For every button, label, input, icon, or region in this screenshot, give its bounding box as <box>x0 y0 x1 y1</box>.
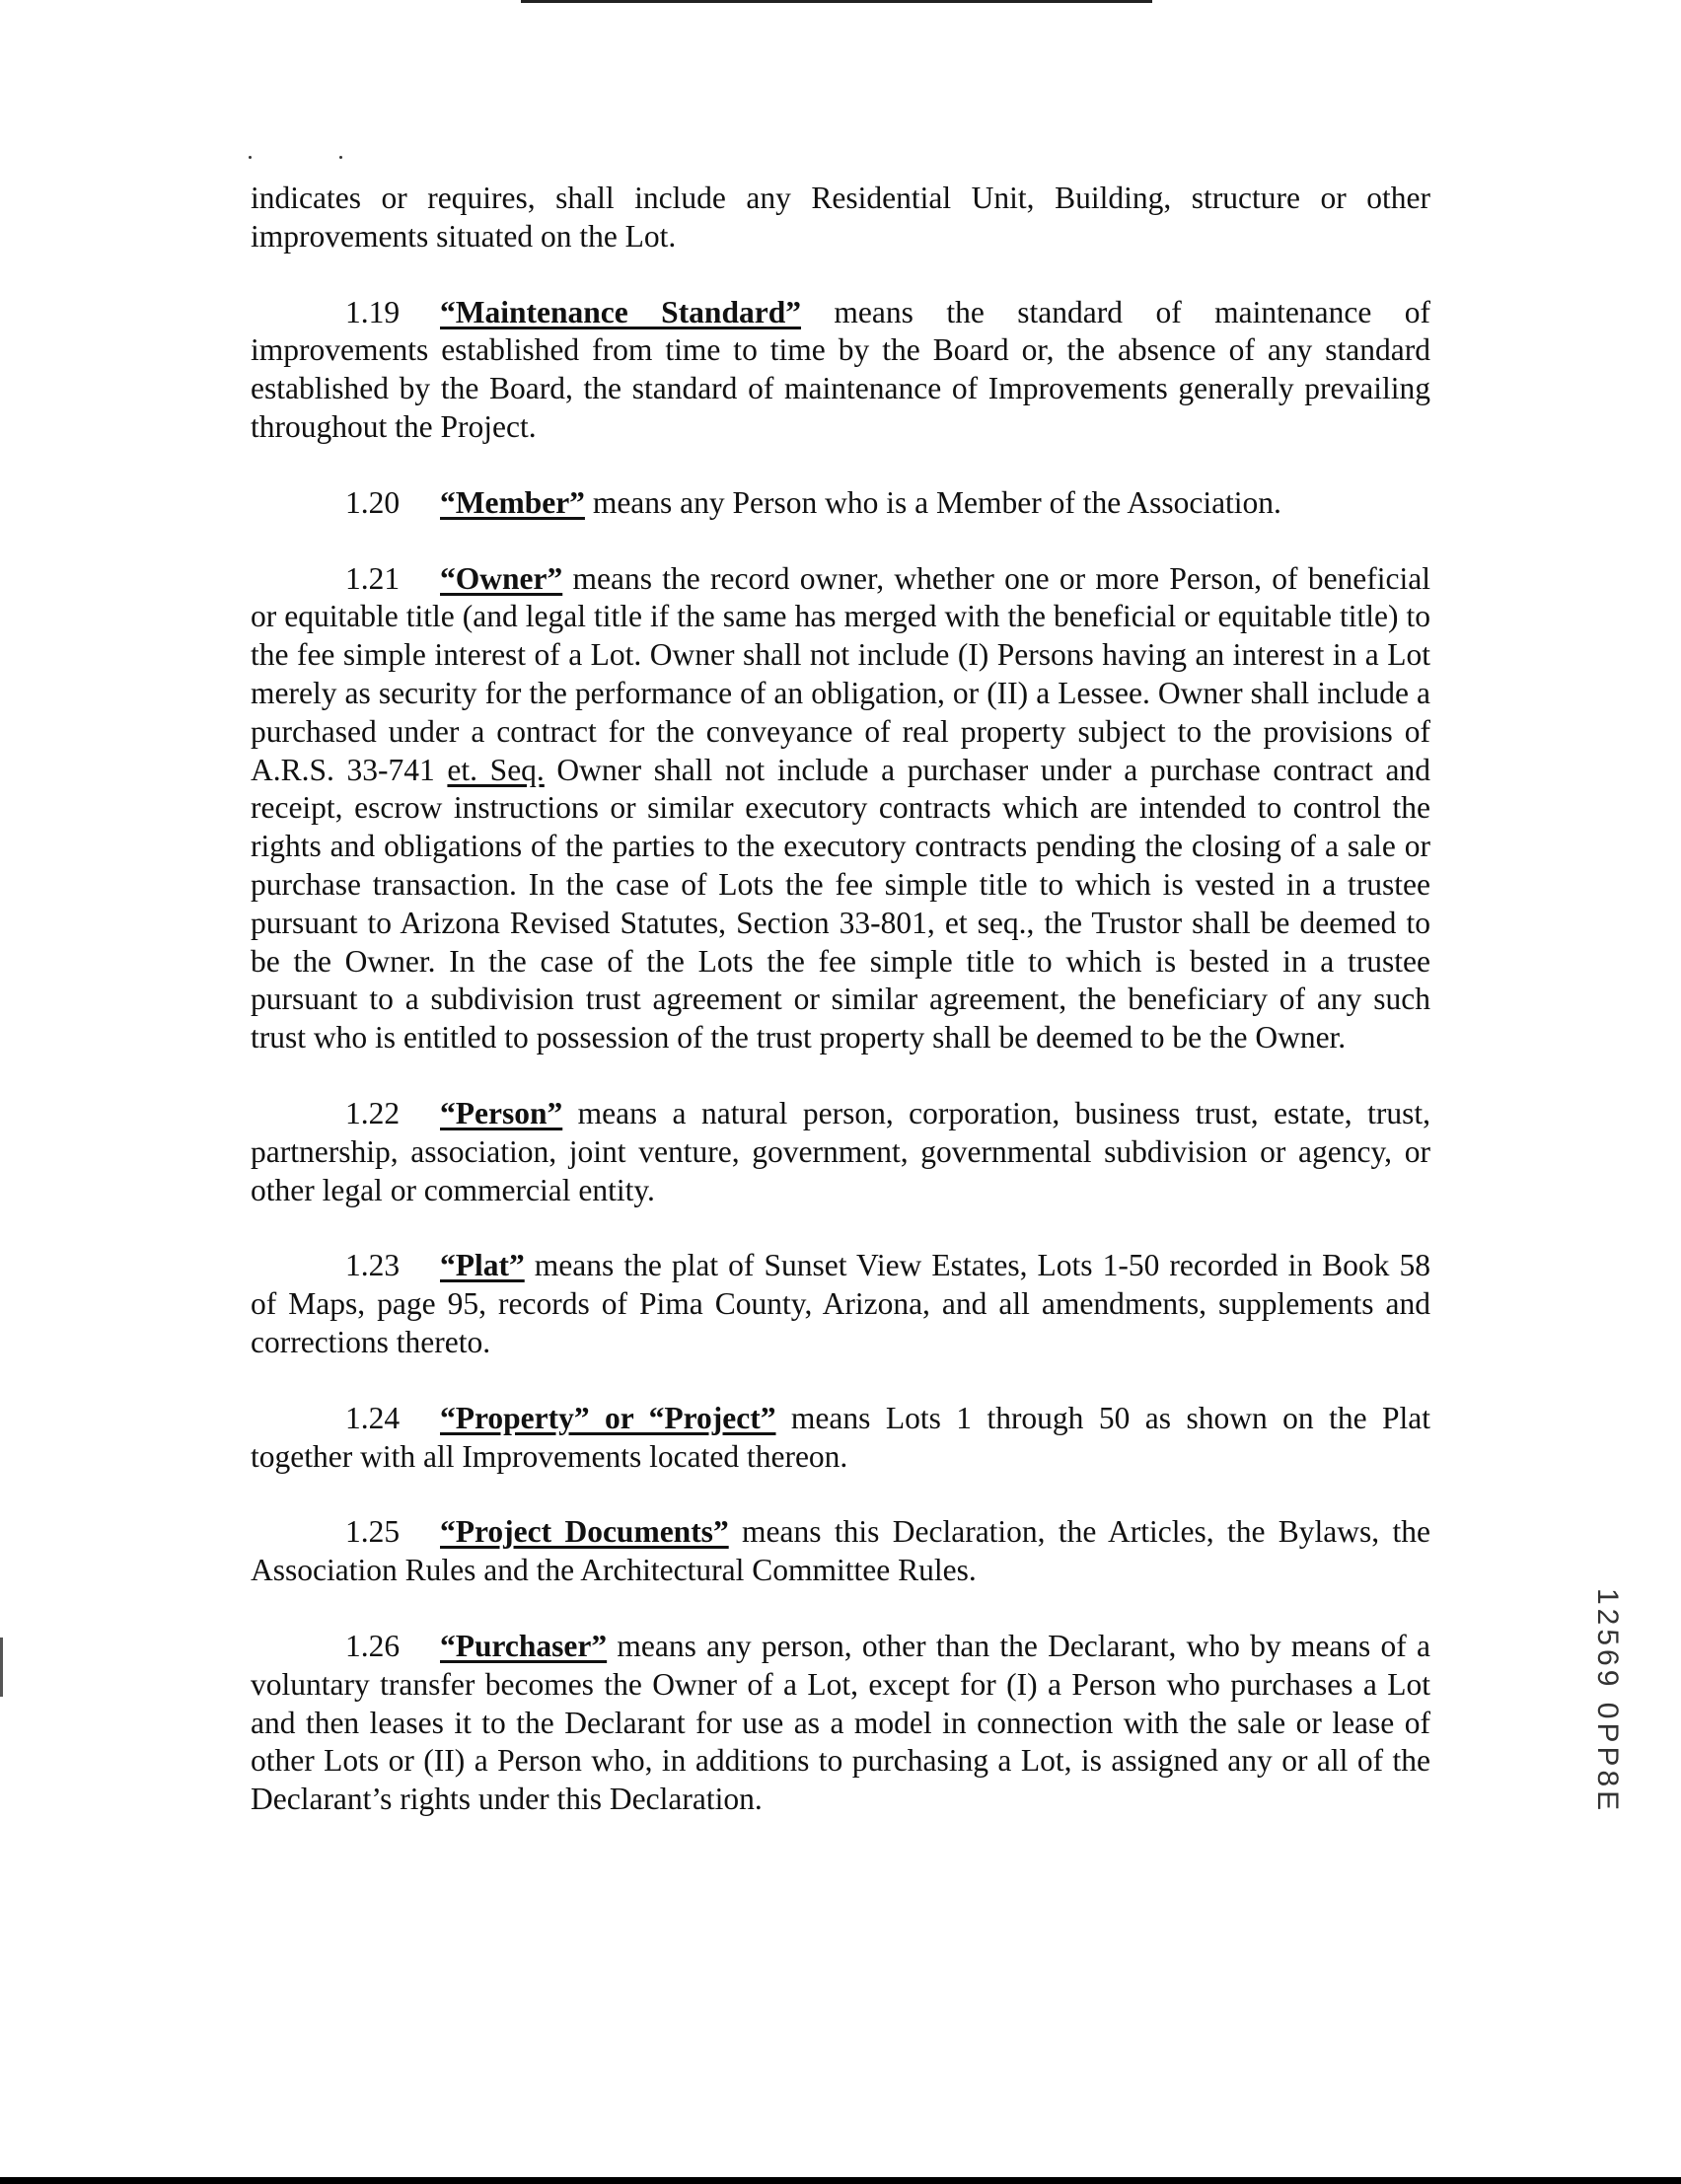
defined-term: “Maintenance Standard” <box>440 294 801 329</box>
definition-text: means any Person who is a Member of the Association. <box>584 484 1281 520</box>
definition-text: means Lots 1 through 50 as shown on the Plat together with all Improvements located thereon. <box>251 1400 1430 1474</box>
section-1-22 <box>251 1095 1430 1209</box>
definition-text: means the record owner, whether one or more Person, of beneficial or equitable title (and legal title if the same has merged with the beneficial or equitable title) to the fee simple interest of a Lot. Owner shall not include (I) Persons having an interest in a Lot merely as security for the performance of an obligation, or (II) a Lessee. Owner shall include a purchased under a contract for the conveyance of real property subject to the provisions of A.R.S. 33-741 <box>251 560 1430 787</box>
bottom-scan-edge <box>0 2177 1681 2184</box>
section-number: 1.24 <box>345 1400 401 1435</box>
definition-text-continued: Owner shall not include a purchaser under a purchase contract and receipt, escrow instructions or similar executory contracts which are intended to control the rights and obligations of the parties to the executory contracts pending the closing of a sale or purchase transaction. In the case of Lots the fee simple title to which is vested in a trustee pursuant to Arizona Revised Statutes, Section 33-801, et seq., the Trustor shall be deemed to be the Owner. In the case of the Lots the fee simple title to which is bested in a trustee pursuant to a subdivision trust agreement or similar agreement, the beneficiary of any such trust who is entitled to possession of the trust property shall be deemed to be the Owner. <box>251 752 1430 1056</box>
definition-text: means the standard of maintenance of improvements established from time to time by the Board or, the absence of any standard established by the Board, the standard of maintenance of Improvements generally prevailing throughout the Project. <box>251 294 1430 444</box>
defined-term: “Owner” <box>440 560 563 596</box>
section-number: 1.25 <box>345 1514 401 1550</box>
section-1-25 <box>251 1513 1430 1590</box>
scan-speck <box>249 156 252 159</box>
statute-reference: et. Seq. <box>447 752 545 787</box>
section-number: 1.22 <box>345 1095 401 1130</box>
section-1-21 <box>251 560 1430 1057</box>
section-number: 1.20 <box>345 484 401 520</box>
docket-number: 12569 0PP8E <box>1591 1588 1624 1815</box>
definition-text: means a natural person, corporation, business trust, estate, trust, partnership, association, joint venture, government, governmental subdivision or agency, or other legal or commercial entity. <box>251 1095 1430 1207</box>
section-1-19 <box>251 294 1430 447</box>
section-number: 1.19 <box>345 294 401 329</box>
scan-speck <box>339 156 342 159</box>
defined-term: “Member” <box>440 484 585 520</box>
top-scan-rule <box>521 0 1152 3</box>
docket-stamp <box>1591 1588 1644 1855</box>
definition-text: means any person, other than the Declarant, who by means of a voluntary transfer becomes the Owner of a Lot, except for (I) a Person who purchases a Lot and then leases it to the Declarant for use as a model in connection with the sale or lease of other Lots or (II) a Person who, in additions to purchasing a Lot, is assigned any or all of the Declarant’s rights under this Declaration. <box>251 1628 1430 1817</box>
defined-term: “Plat” <box>440 1248 525 1283</box>
section-1-24 <box>251 1400 1430 1477</box>
section-number: 1.21 <box>345 560 401 596</box>
definition-text: means this Declaration, the Articles, the Bylaws, the Association Rules and the Architectural Committee Rules. <box>251 1514 1431 1588</box>
definition-text: means the plat of Sunset View Estates, Lots 1-50 recorded in Book 58 of Maps, page 95, records of Pima County, Arizona, and all amendments, supplements and corrections thereto. <box>251 1248 1430 1359</box>
intro-text: indicates or requires, shall include any Residential Unit, Building, structure or other improvements situated on the Lot. <box>251 181 1430 254</box>
defined-term: “Project Documents” <box>440 1514 729 1550</box>
intro-paragraph <box>251 180 1430 256</box>
defined-term: “Property” or “Project” <box>440 1400 776 1435</box>
section-number: 1.26 <box>345 1628 401 1663</box>
defined-term: “Person” <box>440 1095 563 1130</box>
section-1-26 <box>251 1628 1430 1819</box>
body-text <box>251 180 1430 1819</box>
section-number: 1.23 <box>345 1248 401 1283</box>
section-1-20 <box>251 484 1430 523</box>
defined-term: “Purchaser” <box>440 1628 608 1663</box>
left-scan-edge <box>0 1638 3 1697</box>
section-1-23 <box>251 1247 1430 1361</box>
